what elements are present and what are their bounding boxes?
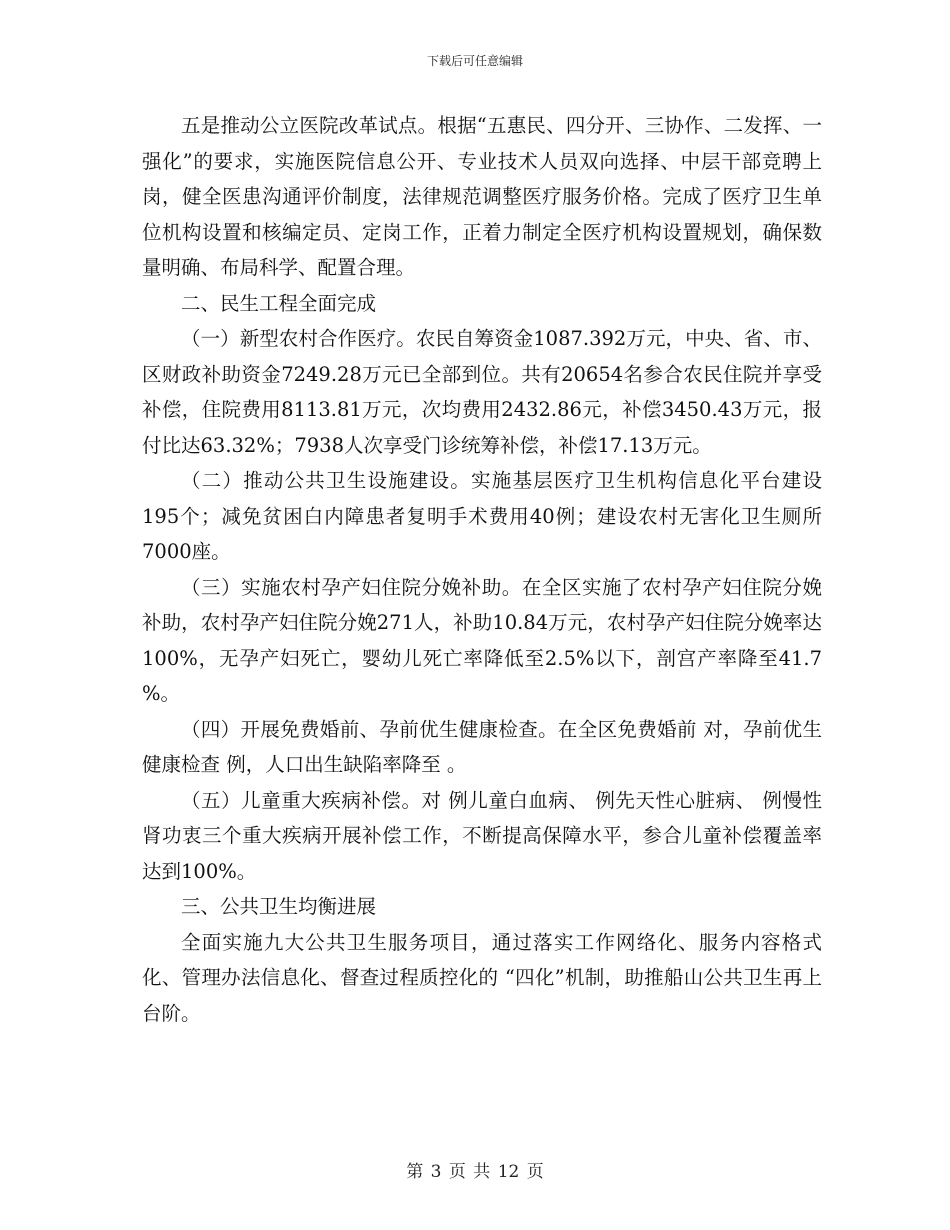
paragraph-premarital-checkup: （四）开展免费婚前、孕前优生健康检查。在全区免费婚前 对，孕前优生健康检查 例，人口出生缺陷率降至 。: [142, 717, 822, 776]
paragraph-maternal-delivery-subsidy: （三）实施农村孕产妇住院分娩补助。在全区实施了农村孕产妇住院分娩补助，农村孕产妇住院分娩271人，补助10.84万元，农村孕产妇住院分娩率达100%，无孕产妇死亡，婴幼儿死亡率降低至2.5%以下，剖宫产率降至41.7 %。: [142, 575, 822, 705]
paragraph-child-disease-compensation: （五）儿童重大疾病补偿。对 例儿童白血病、 例先天性心脏病、 例慢性肾功衷三个重大疾病开展补偿工作，不断提高保障水平，参合儿童补偿覆盖率达到100%。: [142, 788, 822, 883]
section-heading-livelihood: 二、民生工程全面完成: [181, 291, 377, 315]
section-heading-public-health: 三、公共卫生均衡进展: [181, 895, 377, 918]
paragraph-hospital-reform: 五是推动公立医院改革试点。根据“五惠民、四分开、三协作、二发挥、一强化”的要求，实施医院信息公开、专业技术人员双向选择、中层干部竞聘上岗，健全医患沟通评价制度，法律规范调整医疗服务价格。完成了医疗卫生单位机构设置和核编定员、定岗工作，正着力制定全医疗机构设置规划，确保数量明确、布局科学、配置合理。: [142, 114, 822, 279]
paragraph-rural-cooperative-medical: （一）新型农村合作医疗。农民自筹资金1087.392万元，中央、省、市、区财政补助资金7249.28万元已全部到位。共有20654名参合农民住院并享受补偿，住院费用8113.81万元，次均费用2432.86元，补偿3450.43万元，报付比达63.32%；7938人次享受门诊统筹补偿，补偿17.13万元。: [142, 327, 822, 457]
document-body: [142, 108, 822, 1031]
paragraph-public-health-facilities: （二）推动公共卫生设施建设。实施基层医疗卫生机构信息化平台建设195个；减免贫困白内障患者复明手术费用40例；建设农村无害化卫生厕所7000座。: [142, 469, 822, 563]
page-footer: 第 3 页 共 12 页: [406, 1162, 544, 1182]
page-header: 下载后可任意编辑: [426, 54, 523, 68]
paragraph-public-health-services: 全面实施九大公共卫生服务项目，通过落实工作网络化、服务内容格式化、管理办法信息化、督查过程质控化的 “四化”机制，助推船山公共卫生再上台阶。: [142, 930, 822, 1025]
